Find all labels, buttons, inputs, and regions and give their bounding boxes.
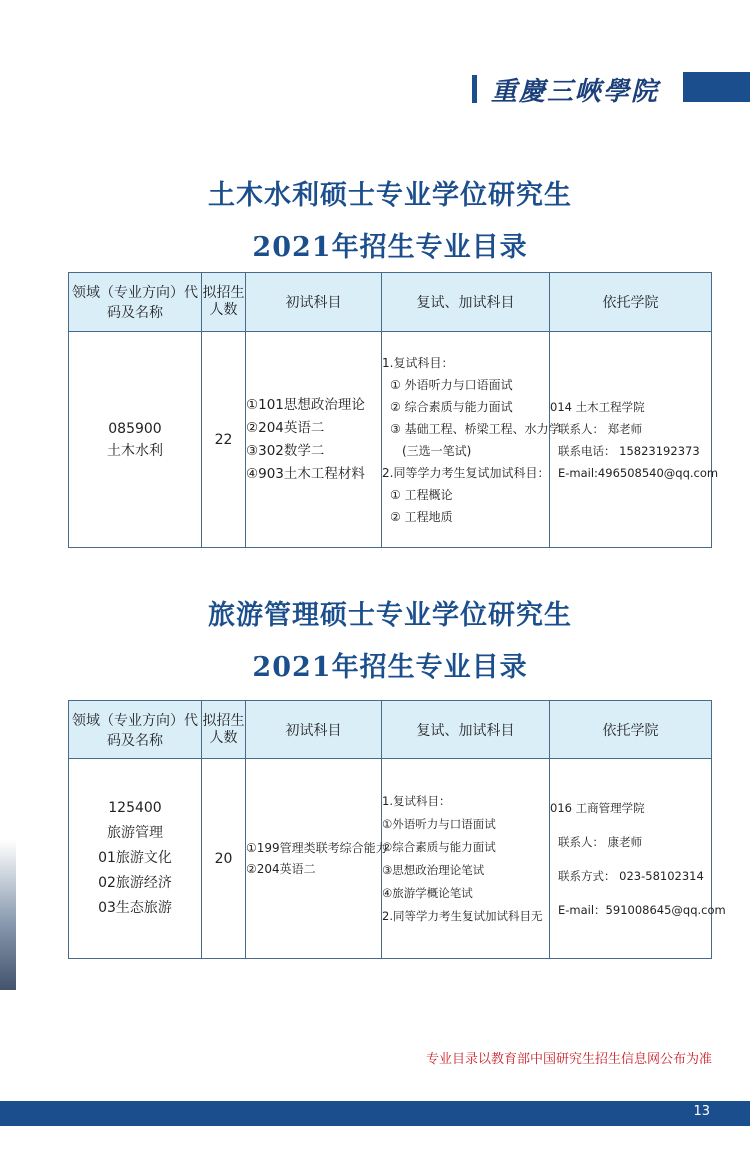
list-item: ③ 基础工程、桥梁工程、水力学 bbox=[390, 421, 561, 436]
logo-text: 重慶三峽學院 bbox=[491, 76, 660, 107]
enrollment-count: 22 bbox=[202, 332, 246, 548]
section-2-title: 旅游管理硕士专业学位研究生 bbox=[208, 600, 572, 631]
footer-bottom-strip bbox=[0, 1126, 750, 1150]
logo-accent-bar bbox=[472, 75, 477, 103]
list-item: 2.同等学力考生复试加试科目无 bbox=[382, 908, 543, 923]
list-item: ② 综合素质与能力面试 bbox=[390, 399, 513, 414]
field-code-cell bbox=[69, 332, 202, 548]
field-direction: 03生态旅游 bbox=[98, 900, 172, 916]
header-field-code: 领域（专业方向）代码及名称 bbox=[69, 273, 202, 332]
list-item: ① 外语听力与口语面试 bbox=[390, 377, 513, 392]
field-name: 旅游管理 bbox=[107, 825, 163, 841]
header-retest: 复试、加试科目 bbox=[382, 701, 550, 759]
list-item: ③思想政治理论笔试 bbox=[382, 862, 485, 877]
table-row bbox=[69, 332, 712, 548]
header-college: 依托学院 bbox=[550, 273, 712, 332]
section-2-subtitle: 2021年招生专业目录 bbox=[252, 652, 528, 683]
list-item: ③302数学二 bbox=[246, 442, 325, 459]
enrollment-count: 20 bbox=[202, 759, 246, 959]
college-name: 016 工商管理学院 bbox=[550, 800, 645, 815]
institution-logo bbox=[472, 70, 682, 108]
list-item: ① 工程概论 bbox=[390, 487, 453, 502]
catalog-table-civil bbox=[68, 272, 719, 548]
section-1-title: 土木水利硕士专业学位研究生 bbox=[208, 180, 572, 211]
header-initial-exam: 初试科目 bbox=[246, 273, 382, 332]
field-code: 125400 bbox=[108, 800, 162, 816]
field-direction: 01旅游文化 bbox=[98, 850, 172, 866]
list-item: ②204英语二 bbox=[246, 861, 316, 876]
contact-person: 联系人： 郑老师 bbox=[558, 421, 643, 436]
table-header-row bbox=[69, 273, 712, 332]
list-item: ④903土木工程材料 bbox=[246, 465, 365, 482]
list-item: (三选一笔试) bbox=[402, 443, 472, 458]
contact-person: 联系人： 康老师 bbox=[558, 834, 643, 849]
page-number: 13 bbox=[693, 1104, 710, 1119]
contact-phone: 联系电话： 15823192373 bbox=[558, 443, 700, 458]
retest-list bbox=[382, 332, 561, 548]
field-code: 085900 bbox=[108, 420, 162, 437]
table-row bbox=[69, 759, 712, 959]
field-direction: 02旅游经济 bbox=[98, 875, 172, 891]
initial-exam-list bbox=[246, 332, 382, 548]
list-item: ②综合素质与能力面试 bbox=[382, 839, 496, 854]
decorative-photo-strip bbox=[0, 840, 16, 990]
header-retest: 复试、加试科目 bbox=[382, 273, 550, 332]
field-code-cell bbox=[69, 759, 202, 959]
catalog-note: 专业目录以教育部中国研究生招生信息网公布为准 bbox=[425, 1052, 712, 1067]
list-item: 2.同等学力考生复试加试科目： bbox=[382, 465, 550, 480]
header-enrollment: 拟招生人数 bbox=[202, 273, 246, 332]
footer-bar bbox=[0, 1101, 750, 1126]
header-enrollment: 拟招生人数 bbox=[202, 701, 246, 759]
college-info bbox=[550, 759, 726, 959]
college-info bbox=[550, 332, 719, 548]
catalog-table-tourism bbox=[68, 700, 726, 959]
list-item: ①199管理类联考综合能力 bbox=[246, 840, 388, 855]
list-item: ② 工程地质 bbox=[390, 509, 453, 524]
list-item: 1.复试科目： bbox=[382, 793, 451, 808]
contact-phone: 联系方式： 023-58102314 bbox=[558, 868, 704, 883]
list-item: ①外语听力与口语面试 bbox=[382, 816, 496, 831]
list-item: ①101思想政治理论 bbox=[246, 396, 365, 413]
header-initial-exam: 初试科目 bbox=[246, 701, 382, 759]
field-name: 土木水利 bbox=[107, 442, 163, 459]
header-accent-block bbox=[683, 72, 750, 102]
college-name: 014 土木工程学院 bbox=[550, 399, 645, 414]
header-college: 依托学院 bbox=[550, 701, 712, 759]
list-item: ②204英语二 bbox=[246, 419, 325, 436]
retest-list bbox=[382, 759, 550, 959]
contact-email: E-mail：591008645@qq.com bbox=[558, 902, 726, 917]
list-item: ④旅游学概论笔试 bbox=[382, 885, 473, 900]
contact-email: E-mail:496508540@qq.com bbox=[558, 465, 719, 480]
list-item: 1.复试科目： bbox=[382, 355, 454, 370]
table-header-row bbox=[69, 701, 712, 759]
header-field-code: 领域（专业方向）代码及名称 bbox=[69, 701, 202, 759]
section-1-subtitle: 2021年招生专业目录 bbox=[252, 232, 528, 263]
initial-exam-list bbox=[246, 759, 388, 959]
